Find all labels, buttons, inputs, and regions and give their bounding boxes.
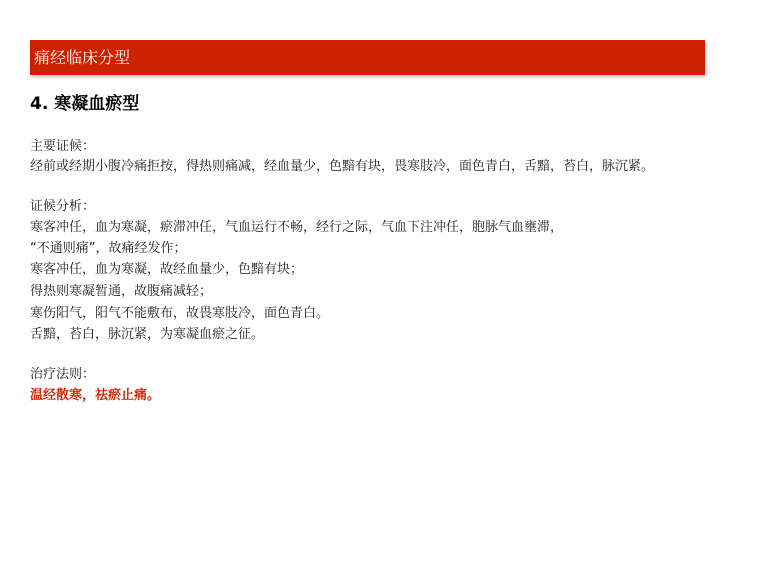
symptoms-text: 经前或经期小腹冷痛拒按，得热则痛减，经血量少，色黯有块，畏寒肢冷，面色青白，舌黯，苔白，脉沉紧。 (30, 159, 655, 174)
treatment-label: 治疗法则： (30, 367, 96, 382)
title-banner (30, 40, 705, 75)
analysis-line: 得热则寒凝暂通，故腹痛减轻； (30, 284, 213, 299)
treatment-text: 温经散寒，祛瘀止痛。 (30, 388, 161, 403)
analysis-line: 寒客冲任，血为寒凝，瘀滞冲任，气血运行不畅，经行之际，气血下注冲任，胞脉气血壅滞， (30, 220, 564, 235)
analysis-line: “不通则痛”，故痛经发作； (30, 241, 187, 256)
banner-title: 痛经临床分型 (34, 48, 131, 67)
analysis-label: 证候分析： (30, 199, 96, 214)
analysis-line: 寒伤阳气，阳气不能敷布，故畏寒肢冷，面色青白。 (30, 306, 330, 321)
analysis-line: 舌黯，苔白，脉沉紧，为寒凝血瘀之征。 (30, 327, 265, 342)
symptoms-label: 主要证候： (30, 139, 96, 154)
section-heading: 4. 寒凝血瘀型 (30, 94, 140, 114)
analysis-line: 寒客冲任，血为寒凝，故经血量少，色黯有块； (30, 262, 304, 277)
